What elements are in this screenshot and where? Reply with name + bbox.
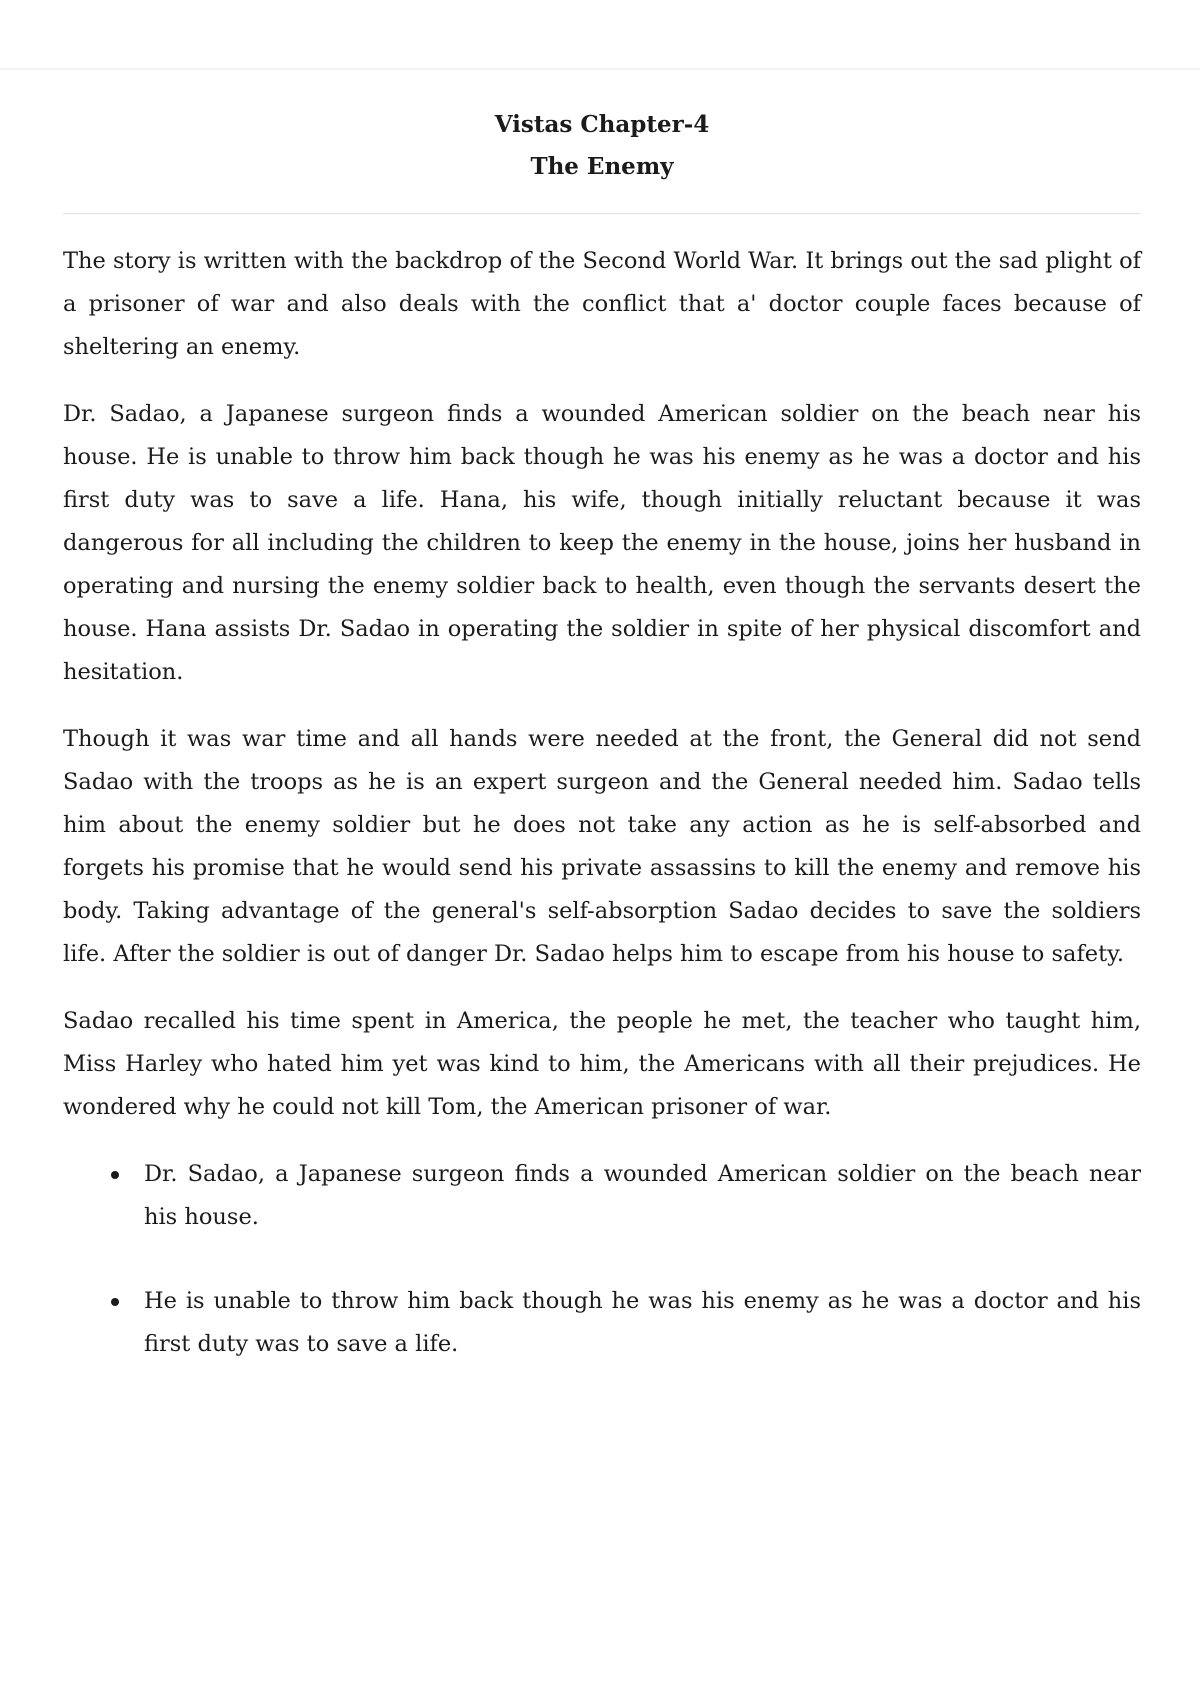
bullet-text: He is unable to throw him back though he was his enemy as he was a doctor and his first duty was to save a life. [144, 1288, 1141, 1357]
paragraph-intro: The story is written with the backdrop of the Second World War. It brings out the sad plight of a prisoner of war and also deals with the conflict that a' doctor couple faces because of sheltering an enemy. [63, 248, 1141, 360]
paragraph-general: Though it was war time and all hands were needed at the front, the General did not send Sadao with the troops as he is an expert surgeon and the General needed him. Sadao tells him about the enemy soldier but he does not take any action as he is self-absorbed and forgets his promise that he would send his private assassins to kill the enemy and remove his body. Taking advantage of the general's self-absorption Sadao decides to save the soldiers life. After the soldier is out of danger Dr. Sadao helps him to escape from his house to safety. [63, 726, 1141, 967]
story-title: The Enemy [530, 153, 674, 180]
bullet-text: Dr. Sadao, a Japanese surgeon finds a wounded American soldier on the beach near his house. [144, 1161, 1141, 1230]
heading-divider [63, 213, 1141, 214]
summary-bullet-list [63, 1153, 1141, 1366]
bullet-item [63, 1280, 1141, 1366]
document-content [63, 104, 1141, 1407]
paragraph-sadao-finds-soldier: Dr. Sadao, a Japanese surgeon finds a wounded American soldier on the beach near his house. He is unable to throw him back though he was his enemy as he was a doctor and his first duty was to save a life. Hana, his wife, though initially reluctant because it was dangerous for all including the children to keep the enemy in the house, joins her husband in operating and nursing the enemy soldier back to health, even though the servants desert the house. Hana assists Dr. Sadao in operating the soldier in spite of her physical discomfort and hesitation. [63, 401, 1141, 685]
bullet-dot-icon [111, 1298, 119, 1306]
bullet-item [63, 1153, 1141, 1239]
top-divider [0, 68, 1200, 70]
bullet-dot-icon [111, 1171, 119, 1179]
paragraph-america-memories: Sadao recalled his time spent in America, the people he met, the teacher who taught him, Miss Harley who hated him yet was kind to him, the Americans with all their prejudices. He wondered why he could not kill Tom, the American prisoner of war. [63, 1008, 1141, 1120]
chapter-heading: Vistas Chapter-4 [494, 111, 710, 138]
